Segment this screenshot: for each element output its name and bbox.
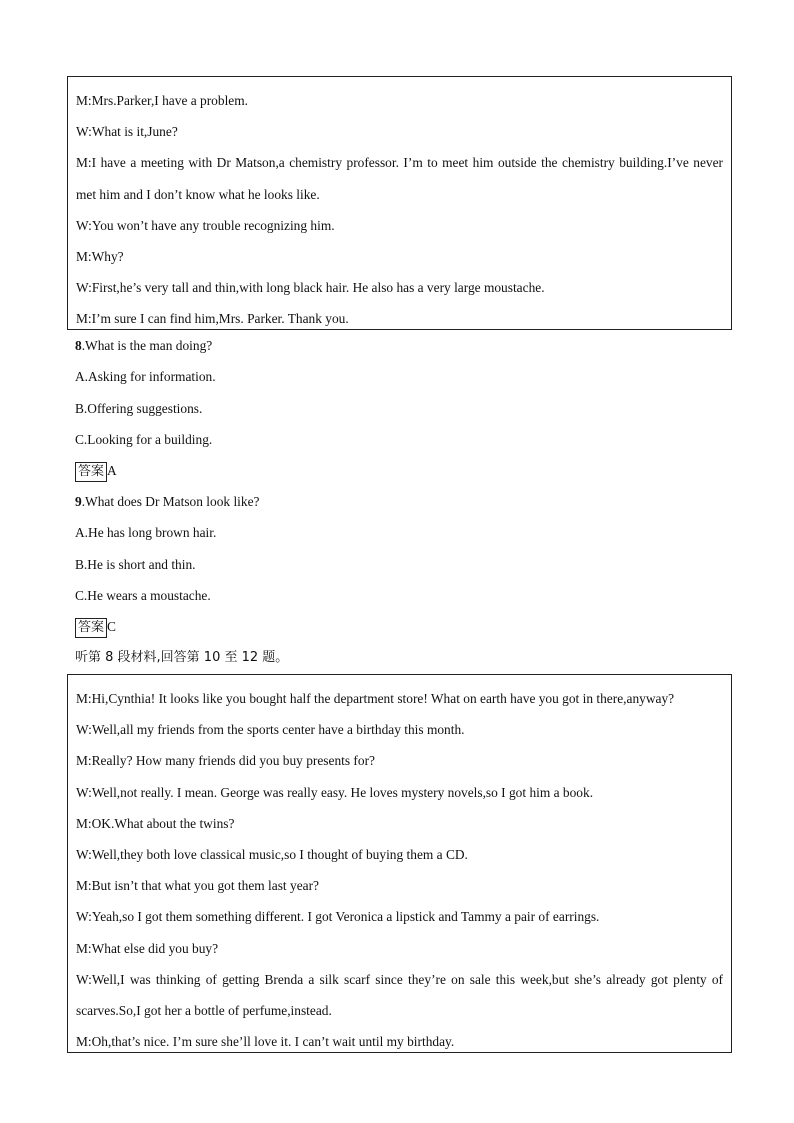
section-intro: 听第 8 段材料,回答第 10 至 12 题。 <box>75 650 289 665</box>
question-9 <box>75 492 735 512</box>
answer-tag: 答案 <box>75 462 107 482</box>
option-c: C.He wears a moustache. <box>75 588 211 603</box>
dialog-line: W:Yeah,so I got them something different. I got Veronica a lipstick and Tammy a pair of earrings. <box>76 909 600 925</box>
dialog-line: M:Hi,Cynthia! It looks like you bought half the department store! What on earth have you got in there,anyway? <box>76 691 675 706</box>
dialog-line: W:Well,not really. I mean. George was really easy. He loves mystery novels,so I got him a book. <box>76 784 594 800</box>
dialog-line: M:Oh,that’s nice. I’m sure she’ll love it. I can’t wait until my birthday. <box>76 1034 455 1050</box>
answer-row <box>75 461 117 482</box>
question-number: 8 <box>75 338 82 353</box>
dialog-line: M:But isn’t that what you got them last year? <box>76 878 319 894</box>
dialog-line: M:What else did you buy? <box>76 940 219 956</box>
question-8 <box>75 336 735 356</box>
option-a: A.He has long brown hair. <box>75 525 217 540</box>
answer-value: A <box>107 463 117 478</box>
dialog-line: M:Really? How many friends did you buy presents for? <box>76 753 375 769</box>
dialog-line: M:I’m sure I can find him,Mrs. Parker. Thank you. <box>76 311 349 327</box>
answer-value: C <box>107 619 116 634</box>
dialog-line: W:Well,they both love classical music,so I thought of buying them a CD. <box>76 847 468 863</box>
option-b: B.Offering suggestions. <box>75 401 203 416</box>
dialog-line: M:I have a meeting with Dr Matson,a chemistry professor. I’m to meet him outside the chemistry building.I’ve never met him and I don’t know what he looks like. <box>76 155 723 202</box>
dialog-line: W:Well,all my friends from the sports center have a birthday this month. <box>76 722 465 738</box>
dialog-line: W:Well,I was thinking of getting Brenda a silk scarf since they’re on sale this week,but she’s already got plenty of scarves.So,I got her a bottle of perfume,instead. <box>76 971 723 1019</box>
dialog-line: W:First,he’s very tall and thin,with long black hair. He also has a very large moustache. <box>76 280 545 296</box>
option-b: B.He is short and thin. <box>75 557 196 572</box>
dialog-transcript-1 <box>67 76 732 330</box>
answer-row <box>75 617 116 638</box>
dialog-transcript-2 <box>67 674 732 1053</box>
option-c: C.Looking for a building. <box>75 432 213 447</box>
question-number: 9 <box>75 494 82 509</box>
dialog-line: M:Mrs.Parker,I have a problem. <box>76 93 249 108</box>
option-a: A.Asking for information. <box>75 369 216 384</box>
question-text: .What does Dr Matson look like? <box>81 494 260 509</box>
dialog-line: W:What is it,June? <box>76 124 178 140</box>
dialog-line: M:OK.What about the twins? <box>76 815 235 831</box>
question-text: .What is the man doing? <box>81 338 213 353</box>
dialog-line: W:You won’t have any trouble recognizing him. <box>76 217 335 233</box>
answer-tag: 答案 <box>75 618 107 638</box>
dialog-line: M:Why? <box>76 249 124 265</box>
